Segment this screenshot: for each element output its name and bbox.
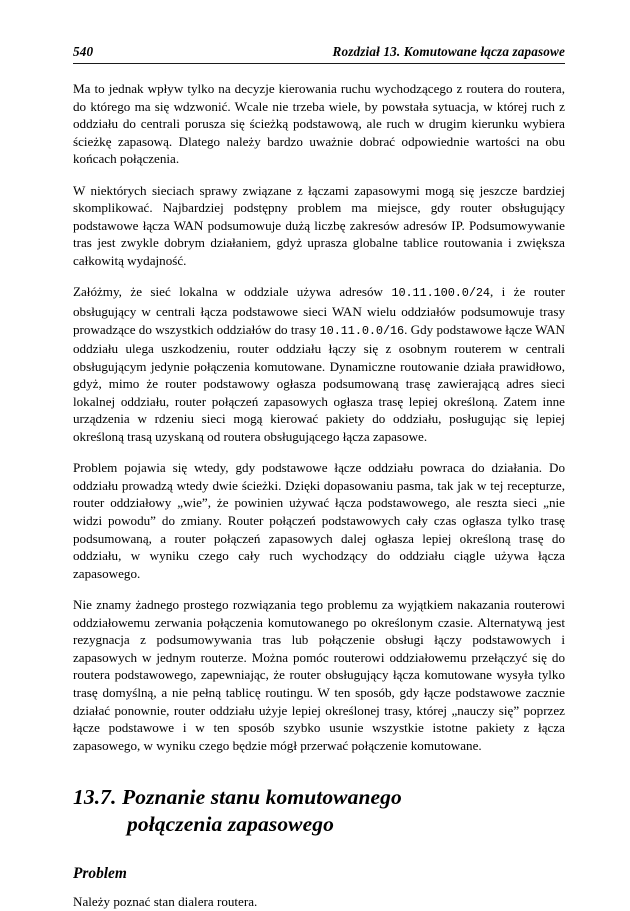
paragraph-5: Nie znamy żadnego prostego rozwiązania tego problemu za wyjątkiem nakazania routerowi oddziałowemu zerwania połączenia komutowanego po określonym czasie. Alternatywą jest rezygnacja z podsumowywania tras lub połączenie obsługi łączy podstawowych i zapasowych w jednym routerze. Można pomóc routerowi oddziałowemu przełączyć się do routera podstawowego, zapewniając, że router obsługujący łącza komutowane wysyła tylko trasę domyślną, a nie pełną tablicę routingu. W ten sposób, gdy łącze podstawowe zacznie działać ponownie, router oddziału użyje lepiej określonej trasy, której „nauczy się” poprzez łącze podstawowe i w ten sposób szybko usunie wszystkie istotne pakiety z łącza zapasowego, w wyniku czego będzie mógł przerwać połączenie komutowane. xyxy=(73,597,565,753)
subsection-body: Należy poznać stan dialera routera. xyxy=(73,894,258,910)
body-column xyxy=(73,80,565,911)
running-head xyxy=(73,44,565,60)
paragraph-1: Ma to jednak wpływ tylko na decyzje kierowania ruchu wychodzącego z routera do routera, do którego ma się wdzwonić. Wcale nie trzeba wiele, by powstała sytuacja, w której ruch z oddziału do centrali porusza się ścieżką podstawową, ale ruch w drugim kierunku wybiera ścieżkę zapasową. Dlatego należy bardzo uważnie dobrać odpowiednie wartości na obu końcach połączenia. xyxy=(73,81,565,167)
paragraph-3-text-a: Załóżmy, że sieć lokalna w oddziale używa adresów xyxy=(73,284,392,300)
paragraph-3-text-b: , i że router obsługujący w centrali łącza podstawowe sieci WAN wielu oddziałów podsumowuje trasy prowadzące do wszystkich oddziałów do trasy xyxy=(73,284,565,337)
paragraph-4: Problem pojawia się wtedy, gdy podstawowe łącze oddziału powraca do działania. Do oddziału prowadzą wtedy dwie ścieżki. Dzięki dopasowaniu pasma, tak jak w tej recepturze, router oddziałowy „wie”, że powinien używać łącza podstawowego, ale reszta sieci „nie widzi powodu” do zmiany. Router połączeń podstawowych cały czas ogłasza tylko trasę podsumowaną, a router połączeń zapasowych dalej ogłasza lepiej określoną trasę do oddziału, w wyniku czego cały ruch wychodzący do oddziału ciągle używa łącza zapasowego. xyxy=(73,460,565,581)
section-number: 13.7. xyxy=(73,785,117,810)
page-number: 540 xyxy=(73,44,94,59)
subsection-heading-problem: Problem xyxy=(73,865,127,883)
paragraph-3-text-c: . Gdy podstawowe łącze WAN oddziału ulega uszkodzeniu, router oddziału łączy się z osobnym routerem w centrali obsługującym jedynie połączenia komutowane. Dynamiczne routowanie działa prawidłowo, gdyż, mimo że router podstawowy ogłasza podsumowaną trasę zawierającą adres sieci lokalnej oddziału, router połączeń zapasowych ogłasza trasę lepiej określoną. Zatem inne urządzenia w rdzeniu sieci mogą kierować pakiety do oddziału, posługując się lepiej określoną trasą uzyskaną od routera obsługującego łącza zapasowe. xyxy=(73,321,565,444)
section-heading xyxy=(73,784,565,838)
ip-address-summary-route: 10.11.0.0/16 xyxy=(319,323,405,338)
chapter-title: Rozdział 13. Komutowane łącza zapasowe xyxy=(332,44,565,59)
section-title-line-1: Poznanie stanu komutowanego xyxy=(121,785,402,810)
ip-address-subnet-branch: 10.11.100.0/24 xyxy=(391,286,490,301)
header-divider xyxy=(73,63,565,64)
paragraph-2: W niektórych sieciach sprawy związane z łączami zapasowymi mogą się jeszcze bardziej skomplikować. Najbardziej podstępny problem ma miejsce, gdy router obsługujący podstawowe łącza WAN podsumowuje dużą liczbę zakresów adresów IP. Podsumowywanie tras jest zwykle dobrym działaniem, gdyż uprasza globalne tablice routowania i zwiększa całkowitą wydajność. xyxy=(73,182,565,268)
section-title-line-2: połączenia zapasowego xyxy=(127,812,334,837)
paragraph-3 xyxy=(73,283,565,445)
